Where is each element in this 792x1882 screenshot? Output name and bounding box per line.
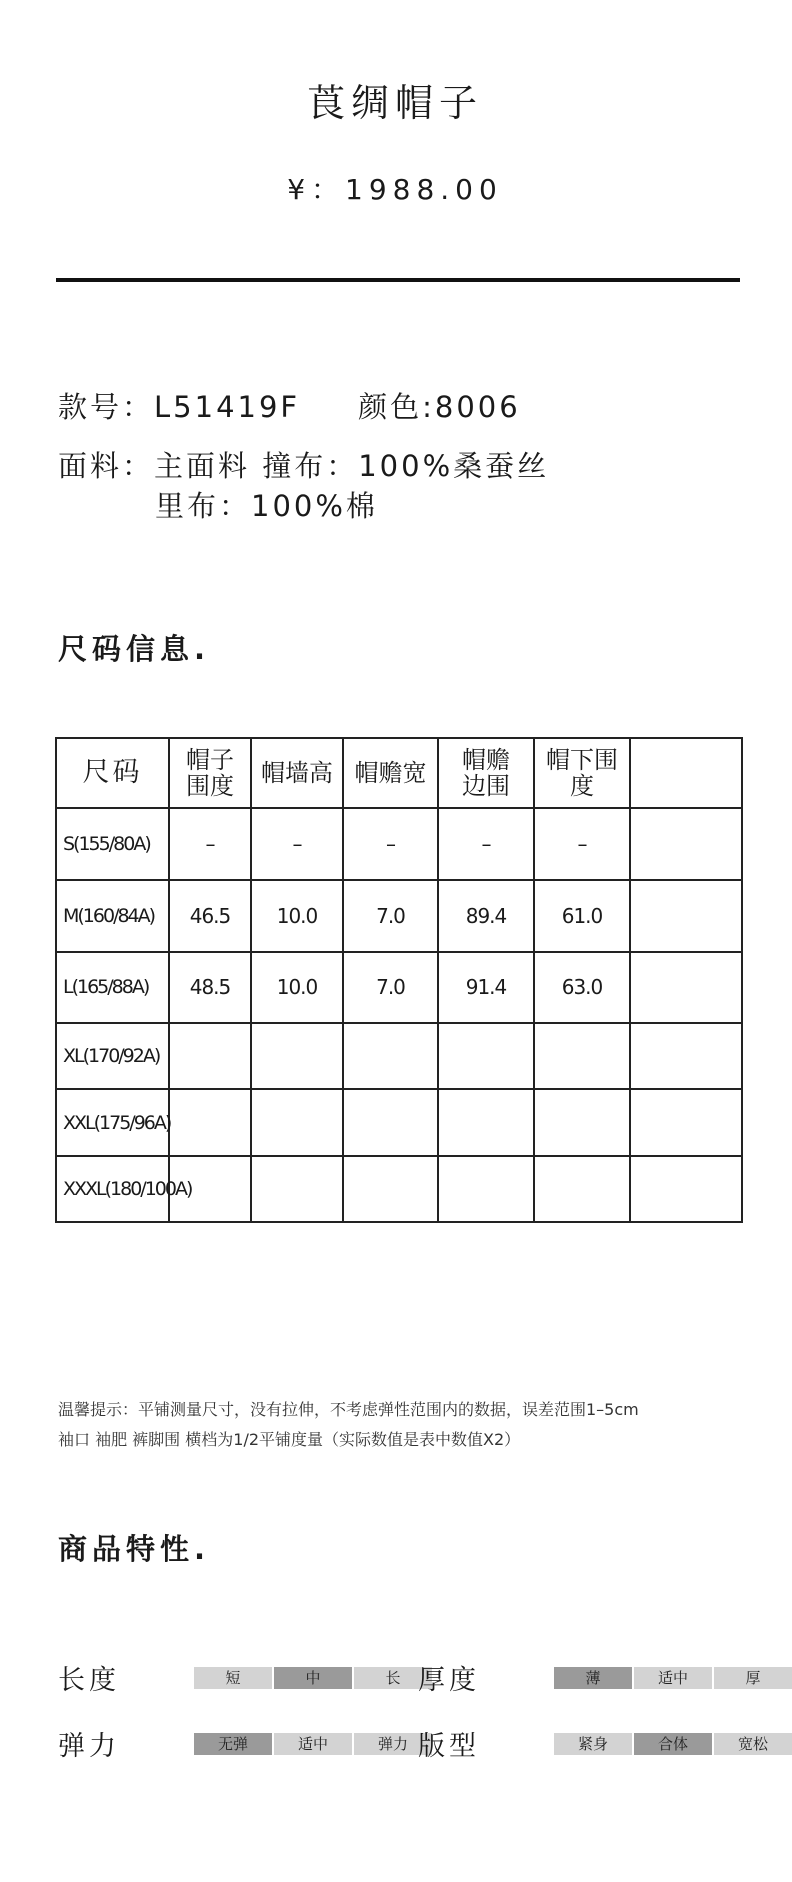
- feature-option: 适中: [634, 1667, 712, 1689]
- table-header-cell: 帽子 围度: [169, 738, 251, 808]
- feature-label: 长度: [58, 1665, 120, 1696]
- table-header-row: [56, 738, 742, 808]
- feature-options: [554, 1733, 792, 1755]
- table-cell: 89.4: [438, 880, 534, 952]
- feature-option: 厚: [714, 1667, 792, 1689]
- feature-options: [554, 1667, 792, 1689]
- table-row: [56, 1156, 742, 1222]
- measure-note-1: 温馨提示：平铺测量尺寸，没有拉伸，不考虑弹性范围内的数据，误差范围1–5cm: [58, 1400, 639, 1419]
- feature-label: 厚度: [418, 1665, 480, 1696]
- feature-option: 无弹: [194, 1733, 272, 1755]
- size-label-cell: S(155/80A): [56, 808, 169, 880]
- table-cell: 48.5: [169, 952, 251, 1024]
- product-price: ¥：1988.00: [287, 173, 503, 206]
- table-header-cell: 帽赡 边围: [438, 738, 534, 808]
- table-cell: [251, 1089, 343, 1155]
- table-cell: 91.4: [438, 952, 534, 1024]
- table-header-cell: 帽下围度: [534, 738, 630, 808]
- table-row: [56, 880, 742, 952]
- table-cell: 10.0: [251, 880, 343, 952]
- table-row: [56, 1023, 742, 1089]
- table-header-cell: 尺码: [56, 738, 169, 808]
- table-cell: [343, 1089, 438, 1155]
- table-cell: 7.0: [343, 880, 438, 952]
- feature-options: [194, 1667, 432, 1689]
- features-title: 商品特性.: [58, 1532, 211, 1566]
- size-table: [55, 737, 743, 1223]
- table-cell: –: [169, 808, 251, 880]
- table-cell: [251, 1156, 343, 1222]
- feature-label: 弹力: [58, 1731, 120, 1762]
- table-cell: [534, 1023, 630, 1089]
- style-label: 款号：: [58, 390, 155, 424]
- size-label-cell: XXL(175/96A): [56, 1089, 169, 1155]
- size-label-cell: L(165/88A): [56, 952, 169, 1024]
- fabric-main: 主面料 撞布：100%桑蚕丝: [154, 449, 550, 483]
- feature-row: [418, 1724, 792, 1763]
- feature-option: 弹力: [354, 1733, 432, 1755]
- table-cell: [438, 1156, 534, 1222]
- table-cell: [534, 1156, 630, 1222]
- table-cell: [534, 1089, 630, 1155]
- table-row: [56, 952, 742, 1024]
- table-cell: [343, 1156, 438, 1222]
- feature-row: [58, 1658, 432, 1697]
- color-label: 颜色:: [358, 390, 435, 424]
- size-label-cell: XXXL(180/100A): [56, 1156, 169, 1222]
- size-section-title: 尺码信息.: [58, 632, 211, 666]
- product-title: 莨绸帽子: [306, 81, 483, 125]
- table-cell: [169, 1089, 251, 1155]
- fabric-lining: 里布：100%棉: [155, 489, 378, 523]
- table-cell: [630, 808, 742, 880]
- style-color-line: [58, 385, 521, 426]
- feature-label: 版型: [418, 1731, 480, 1762]
- table-cell: [438, 1089, 534, 1155]
- table-row: [56, 1089, 742, 1155]
- table-cell: 10.0: [251, 952, 343, 1024]
- table-header-cell: 帽墙高: [251, 738, 343, 808]
- table-cell: [630, 1089, 742, 1155]
- fabric-line: [58, 444, 549, 485]
- table-cell: [343, 1023, 438, 1089]
- table-cell: [251, 1023, 343, 1089]
- table-cell: [630, 952, 742, 1024]
- table-cell: [630, 880, 742, 952]
- feature-row: [58, 1724, 432, 1763]
- table-row: [56, 808, 742, 880]
- feature-option: 紧身: [554, 1733, 632, 1755]
- table-cell: [630, 1156, 742, 1222]
- table-cell: 46.5: [169, 880, 251, 952]
- measure-note-2: 袖口 袖肥 裤脚围 横档为1/2平铺度量（实际数值是表中数值X2）: [58, 1430, 521, 1449]
- table-cell: –: [251, 808, 343, 880]
- size-label-cell: XL(170/92A): [56, 1023, 169, 1089]
- feature-option: 短: [194, 1667, 272, 1689]
- feature-option: 中: [274, 1667, 352, 1689]
- feature-option: 合体: [634, 1733, 712, 1755]
- table-header-cell: [630, 738, 742, 808]
- feature-option: 宽松: [714, 1733, 792, 1755]
- table-cell: –: [438, 808, 534, 880]
- table-cell: [169, 1023, 251, 1089]
- feature-row: [418, 1658, 792, 1697]
- divider: [56, 278, 740, 282]
- table-cell: [630, 1023, 742, 1089]
- table-cell: 7.0: [343, 952, 438, 1024]
- feature-option: 长: [354, 1667, 432, 1689]
- table-cell: –: [534, 808, 630, 880]
- table-cell: –: [343, 808, 438, 880]
- feature-option: 适中: [274, 1733, 352, 1755]
- feature-options: [194, 1733, 432, 1755]
- table-cell: [438, 1023, 534, 1089]
- table-cell: 63.0: [534, 952, 630, 1024]
- color-number: 8006: [434, 390, 521, 424]
- style-number: L51419F: [154, 390, 301, 424]
- table-cell: 61.0: [534, 880, 630, 952]
- fabric-label: 面料：: [58, 449, 155, 483]
- table-header-cell: 帽赡宽: [343, 738, 438, 808]
- feature-option: 薄: [554, 1667, 632, 1689]
- size-label-cell: M(160/84A): [56, 880, 169, 952]
